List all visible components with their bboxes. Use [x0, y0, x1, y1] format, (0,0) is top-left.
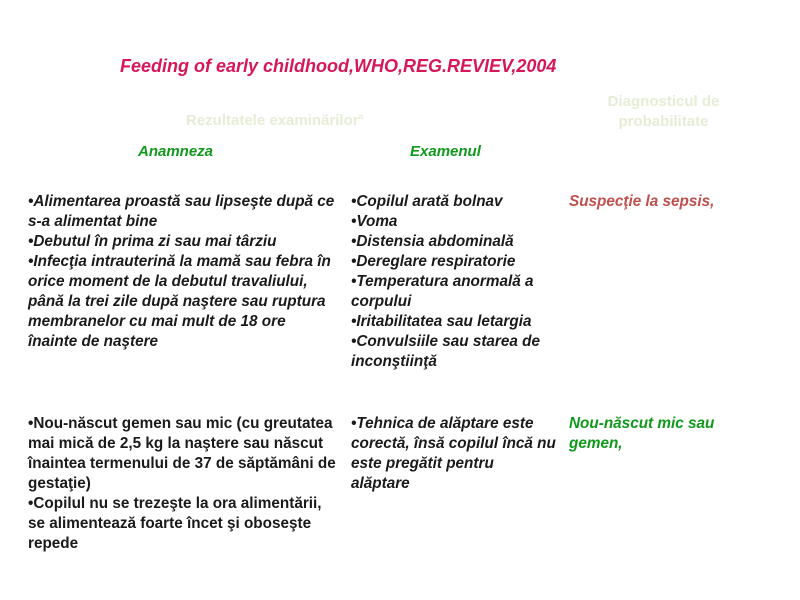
- results-header: [186, 112, 363, 129]
- row1-diagnosis: Suspecţie la sepsis,: [569, 193, 715, 210]
- list-item: •Copilul arată bolnav: [351, 193, 503, 210]
- page-title: Feeding of early childhood,WHO,REG.REVIEV,2004: [120, 56, 557, 76]
- row2-diagnosis: Nou-născut mic sau gemen,: [569, 415, 715, 452]
- list-item: •Infecţia intrauterină la mamă sau febra în orice moment de la debutul travaliului, până la trei zile după naştere sau ruptura membranelor cu mai mult de 18 ore înainte de naştere: [28, 253, 331, 350]
- list-item: •Iritabilitatea sau letargia: [351, 313, 532, 330]
- anamneza-header: Anamneza: [138, 143, 214, 160]
- row1-anamneza-cell: [28, 192, 338, 352]
- results-header-footnote-mark: a: [358, 112, 364, 121]
- diagnosis-header-line1: Diagnosticul de: [607, 93, 720, 110]
- list-item: •Nou-născut gemen sau mic (cu greutatea mai mică de 2,5 kg la naştere sau născut înaintea termenului de 37 de săptămâni de gestaţie): [28, 415, 336, 492]
- list-item: •Convulsiile sau starea de inconştiinţă: [351, 333, 540, 370]
- row2-anamneza-cell: [28, 414, 338, 554]
- diagnosis-header-line2: probabilitate: [618, 113, 709, 130]
- list-item: •Distensia abdominală: [351, 233, 514, 250]
- results-header-label: Rezultatele examinărilor: [186, 112, 359, 129]
- list-item: •Tehnica de alăptare este corectă, însă copilul încă nu este pregătit pentru alăptare: [351, 415, 556, 492]
- list-item: •Debutul în prima zi sau mai târziu: [28, 233, 277, 250]
- row2-examen-cell: [351, 414, 556, 494]
- list-item: •Dereglare respiratorie: [351, 253, 516, 270]
- list-item: •Voma: [351, 213, 398, 230]
- examenul-header: Examenul: [410, 143, 481, 160]
- row1-examen-cell: [351, 192, 556, 372]
- list-item: •Copilul nu se trezeşte la ora alimentării, se alimentează foarte încet şi oboseşte repede: [28, 495, 322, 552]
- list-item: •Temperatura anormală a corpului: [351, 273, 534, 310]
- diagnosis-header: [580, 92, 747, 132]
- list-item: •Alimentarea proastă sau lipseşte după ce s-a alimentat bine: [28, 193, 335, 230]
